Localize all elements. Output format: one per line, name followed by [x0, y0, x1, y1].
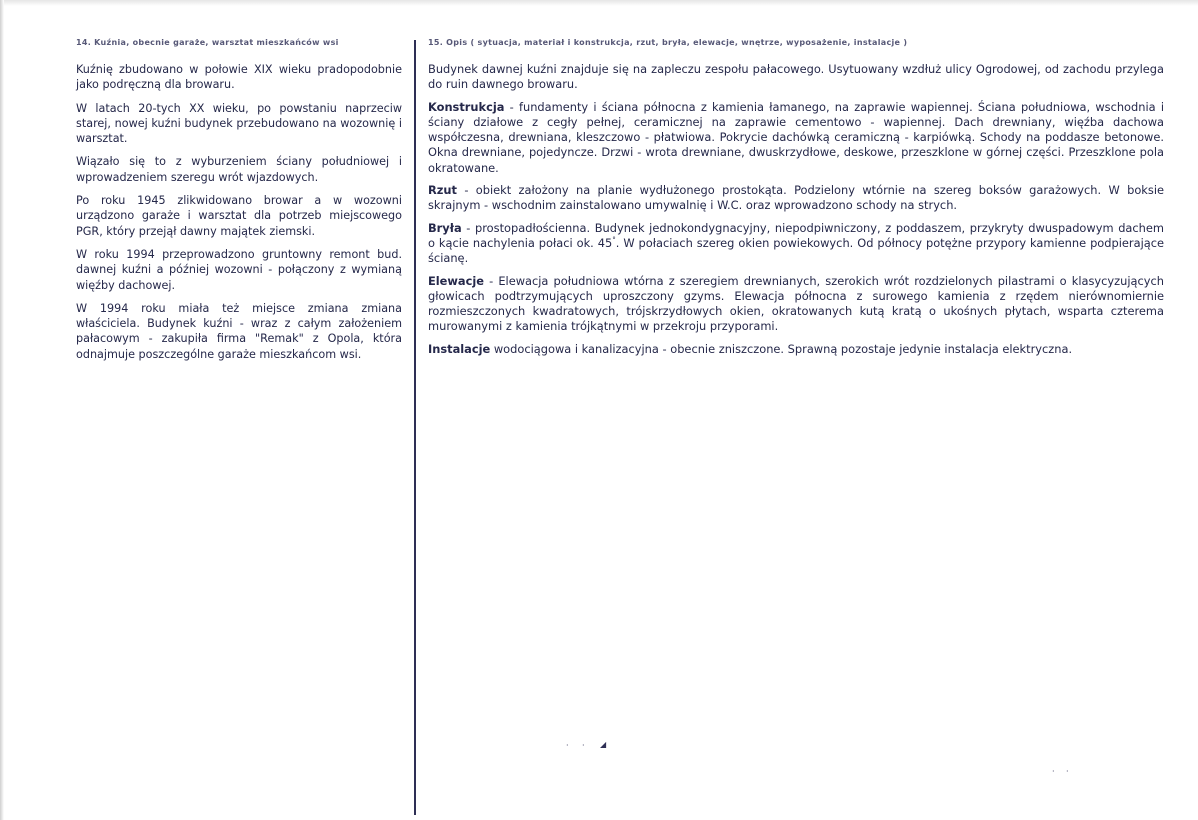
left-column-heading: 14. Kuźnia, obecnie garaże, warsztat mieszkańców wsi [76, 38, 339, 47]
degree-sign: ° [612, 236, 616, 245]
left-paragraph-2: W latach 20-tych XX wieku, po powstaniu naprzeciw starej, nowej kuźni budynek przebudowano na wozownię i warsztat. [76, 101, 402, 146]
instalacje-label: Instalacje [428, 341, 491, 356]
scan-speck: · [1066, 767, 1069, 776]
bryla-paragraph [428, 221, 1164, 267]
scan-top-edge [0, 0, 1198, 6]
left-column [76, 36, 402, 370]
scan-left-edge [0, 0, 4, 820]
elewacje-text: - Elewacja południowa wtórna z szeregiem drewnianych, szerokich wrót rozdzielonych pilastrami o klasycyzujących głowicach podtrzymujących uproszczony gzyms. Elewacja północna z surowego kamienia z rzędem nierównomiernie rozmieszczonych kwadratowych, trójskrzydłowych okien, okratowanych kutą kratą o ukośnych płytach, wsparta czterema murowanymi z kamienia trójkątnymi w przekroju przyporami. [428, 273, 1164, 334]
left-paragraph-4: Po roku 1945 zlikwidowano browar a w wozowni urządzono garaże i warsztat dla potrzeb miejscowego PGR, który przejął dawny majątek ziemski. [76, 194, 402, 238]
konstrukcja-label: Konstrukcja [428, 99, 505, 114]
scan-speck: ◢ [600, 740, 607, 749]
right-column [428, 36, 1164, 364]
rzut-paragraph [428, 183, 1164, 214]
instalacje-paragraph [428, 342, 1164, 357]
elewacje-label: Elewacje [428, 273, 485, 288]
scan-speck: · [1052, 767, 1055, 776]
scan-speck: · [566, 741, 569, 750]
left-paragraph-5: W roku 1994 przeprowadzono gruntowny remont bud. dawnej kuźni a później wozowni - połączony z wymianą więźby dachowej. [76, 247, 402, 292]
left-paragraph-6: W 1994 roku miała też miejsce zmiana zmiana właściciela. Budynek kuźni - wraz z całym założeniem pałacowym - zakupiła firma "Remak" z Opola, która odnajmuje poszczególne garaże mieszkańcom wsi. [76, 301, 402, 361]
scan-speck: · [582, 741, 585, 750]
bryla-text-after: . W połaciach szereg okien powiekowych. Od północy potężne przypory kamienne podpierające ścianę. [428, 235, 1164, 266]
right-column-heading: 15. Opis ( sytuacja, materiał i konstrukcja, rzut, bryła, elewacje, wnętrze, wyposażenie, instalacje ) [428, 38, 908, 47]
column-divider [414, 40, 416, 815]
intro-paragraph: Budynek dawnej kuźni znajduje się na zapleczu zespołu pałacowego. Usytuowany wzdłuż ulicy Ogrodowej, od zachodu przylega do ruin dawnego browaru. [428, 62, 1164, 92]
bryla-label: Bryła [428, 220, 462, 235]
konstrukcja-text: - fundamenty i ściana północna z kamienia łamanego, na zaprawie wapiennej. Ściana południowa, wschodnia i ściany działowe z cegły pełnej, ceramicznej na zaprawie cementowo - wapiennej. Dach drewniany, więźba dachowa współczesna, drewniana, kleszczowo - płatwiowa. Pokrycie dachówką ceramiczną - karpiówką. Schody na poddasze betonowe. Okna drewniane, pojedyncze. Drzwi - wrota drewniane, dwuskrzydłowe, deskowe, przeszklone w górnej części. Przeszklone pola okratowane. [428, 99, 1164, 175]
rzut-label: Rzut [428, 183, 457, 198]
left-paragraph-1: Kuźnię zbudowano w połowie XIX wieku pradopodobnie jako podręczną dla browaru. [76, 63, 402, 92]
konstrukcja-paragraph [428, 100, 1164, 176]
elewacje-paragraph [428, 274, 1164, 335]
bryla-text: - prostopadłościenna. Budynek jednokondygnacyjny, niepodpiwniczony, z poddaszem, przykryty dwuspadowym dachem o kącie nachylenia połaci ok. 45 [428, 220, 1164, 250]
instalacje-text: wodociągowa i kanalizacyjna - obecnie zniszczone. Sprawną pozostaje jedynie instalacja elektryczna. [490, 341, 1073, 356]
left-paragraph-3: Wiązało się to z wyburzeniem ściany południowej i wprowadzeniem szeregu wrót wjazdowych. [76, 155, 402, 184]
rzut-text: - obiekt założony na planie wydłużonego prostokąta. Podzielony wtórnie na szereg boksów garażowych. W boksie skrajnym - wschodnim zainstalowano umywalnię i W.C. oraz wprowadzono schody na strych. [428, 183, 1164, 213]
